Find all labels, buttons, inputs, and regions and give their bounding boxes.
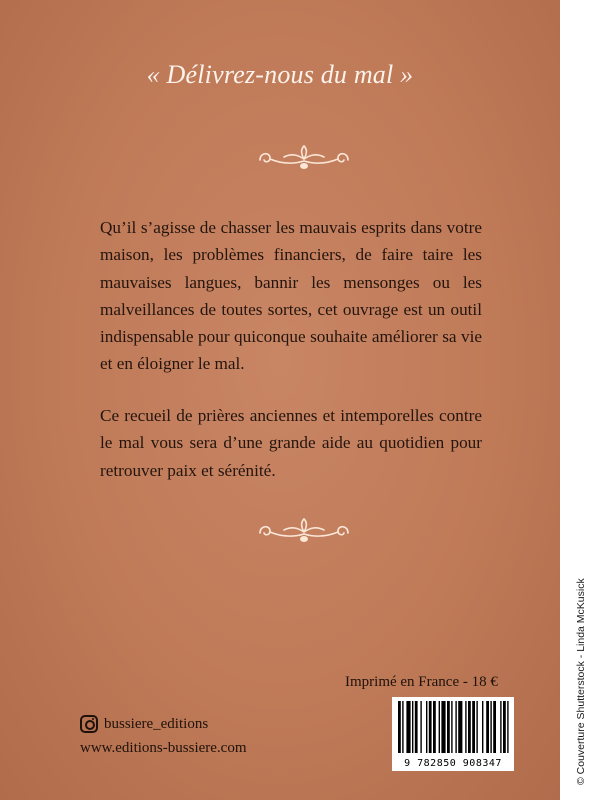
barcode-bar (398, 701, 401, 753)
instagram-link[interactable] (80, 715, 208, 733)
barcode-bar (482, 701, 483, 753)
price-line: Imprimé en France - 18 € (345, 674, 498, 690)
barcode-bar (455, 701, 456, 753)
barcode-bar (472, 701, 475, 753)
barcode-bar (412, 701, 413, 753)
barcode-bar (490, 701, 491, 753)
barcode-bar (426, 701, 427, 753)
instagram-handle: bussiere_editions (104, 715, 209, 732)
isbn-barcode (392, 697, 514, 771)
barcode-bar (476, 701, 477, 753)
barcode-bar (406, 701, 410, 753)
barcode-bar (451, 701, 452, 753)
barcode-bar (441, 701, 445, 753)
barcode-digits: 9 782850 908347 (404, 758, 502, 769)
barcode-bar (503, 701, 506, 753)
barcode-bar (420, 701, 421, 753)
flourish-ornament-icon (254, 144, 354, 172)
barcode-bar (429, 701, 432, 753)
barcode-bar (468, 701, 471, 753)
barcode-bar (415, 701, 418, 753)
barcode-bar (433, 701, 436, 753)
barcode-bar (447, 701, 450, 753)
description-paragraph: Qu’il s’agisse de chasser les mauvais esprits dans votre maison, les problèmes financiers, de faire taire les mauvaises langues, bannir les mensonges ou les malveillances de toutes sortes, cet ouvrage est un outil indispensable pour quiconque souhaite améliorer sa vie et en éloigner le mal. (100, 218, 482, 374)
instagram-icon (80, 715, 98, 733)
barcode-bar (507, 701, 508, 753)
flourish-ornament-icon (254, 517, 354, 545)
barcode-bar (439, 701, 440, 753)
barcode-bar (458, 701, 462, 753)
barcode-bar (486, 701, 489, 753)
barcode-bars (392, 697, 514, 757)
barcode-bar (493, 701, 496, 753)
website-link[interactable]: www.editions-bussiere.com (80, 740, 247, 756)
description-paragraph: Ce recueil de prières anciennes et intemporelles contre le mal vous sera d’une grande aide au quotidien pour retrouver paix et sérénité. (100, 406, 482, 480)
barcode-bar (465, 701, 466, 753)
barcode-bar (402, 701, 403, 753)
photo-credit: © Couverture Shutterstock - Linda McKusick (575, 578, 587, 785)
barcode-bar (500, 701, 501, 753)
cover-title: « Délivrez-nous du mal » (146, 60, 414, 89)
